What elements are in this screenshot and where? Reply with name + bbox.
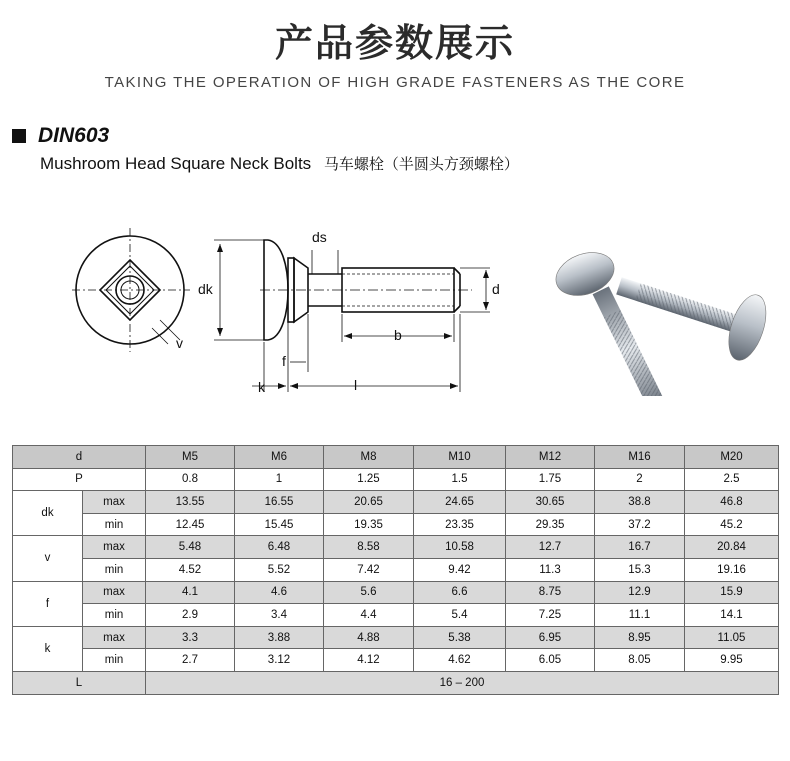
table-row	[13, 558, 779, 581]
table-cell: 2.7	[146, 649, 235, 672]
table-cell: 29.35	[506, 513, 595, 536]
sub-label: min	[83, 649, 146, 672]
header-size: M10	[414, 446, 506, 469]
table-row	[13, 513, 779, 536]
table-cell: 11.1	[595, 604, 685, 627]
spec-table	[12, 445, 779, 695]
table-cell: 6.95	[506, 626, 595, 649]
table-row	[13, 626, 779, 649]
table-cell: 1.75	[506, 468, 595, 491]
table-cell: 2.5	[685, 468, 779, 491]
table-cell: 5.48	[146, 536, 235, 559]
table-cell: 19.16	[685, 558, 779, 581]
table-cell: 5.4	[414, 604, 506, 627]
table-cell: 15.3	[595, 558, 685, 581]
length-range-cell: 16 – 200	[146, 671, 779, 694]
header-size: M8	[324, 446, 414, 469]
table-cell: 4.4	[324, 604, 414, 627]
group-label: dk	[13, 491, 83, 536]
table-cell: 1	[235, 468, 324, 491]
sub-label: min	[83, 558, 146, 581]
sub-label: min	[83, 513, 146, 536]
square-bullet-icon	[12, 129, 26, 143]
table-cell: 11.3	[506, 558, 595, 581]
table-cell: 4.88	[324, 626, 414, 649]
row-label: P	[13, 468, 146, 491]
table-cell: 38.8	[595, 491, 685, 514]
table-cell: 7.25	[506, 604, 595, 627]
table-row	[13, 491, 779, 514]
page-subtitle: TAKING THE OPERATION OF HIGH GRADE FASTENERS AS THE CORE	[104, 74, 686, 91]
sub-label: max	[83, 491, 146, 514]
product-name-cn: 马车螺栓（半圆头方颈螺栓）	[323, 155, 519, 173]
table-cell: 2.9	[146, 604, 235, 627]
table-cell: 6.05	[506, 649, 595, 672]
table-cell: 2	[595, 468, 685, 491]
table-cell: 5.52	[235, 558, 324, 581]
table-cell: 46.8	[685, 491, 779, 514]
table-cell: 8.05	[595, 649, 685, 672]
table-cell: 12.7	[506, 536, 595, 559]
sub-label: max	[83, 626, 146, 649]
header-size: M12	[506, 446, 595, 469]
table-row	[13, 581, 779, 604]
table-cell: 30.65	[506, 491, 595, 514]
table-row	[13, 671, 779, 694]
table-cell: 5.6	[324, 581, 414, 604]
label-d: d	[492, 281, 500, 297]
product-name	[40, 153, 519, 174]
table-cell: 15.9	[685, 581, 779, 604]
header-size: M5	[146, 446, 235, 469]
table-cell: 9.95	[685, 649, 779, 672]
table-cell: 12.45	[146, 513, 235, 536]
table-cell: 1.25	[324, 468, 414, 491]
table-cell: 10.58	[414, 536, 506, 559]
table-cell: 3.3	[146, 626, 235, 649]
label-l: l	[354, 377, 358, 393]
table-cell: 11.05	[685, 626, 779, 649]
table-cell: 0.8	[146, 468, 235, 491]
table-cell: 16.7	[595, 536, 685, 559]
table-cell: 45.2	[685, 513, 779, 536]
sub-label: max	[83, 536, 146, 559]
table-row	[13, 649, 779, 672]
product-photo	[545, 236, 775, 396]
square-neck-inner	[106, 266, 154, 314]
table-row	[13, 604, 779, 627]
row-label: L	[13, 671, 146, 694]
table-cell: 4.1	[146, 581, 235, 604]
table-cell: 4.12	[324, 649, 414, 672]
header-size: M16	[595, 446, 685, 469]
header-label: d	[13, 446, 146, 469]
table-cell: 3.88	[235, 626, 324, 649]
product-name-en: Mushroom Head Square Neck Bolts	[40, 154, 312, 173]
table-cell: 5.38	[414, 626, 506, 649]
header-size: M6	[235, 446, 324, 469]
table-cell: 23.35	[414, 513, 506, 536]
group-label: v	[13, 536, 83, 581]
table-cell: 4.62	[414, 649, 506, 672]
page-title: 产品参数展示	[274, 21, 515, 65]
label-ds: ds	[312, 229, 327, 245]
table-cell: 9.42	[414, 558, 506, 581]
label-k: k	[258, 379, 265, 395]
table-cell: 15.45	[235, 513, 324, 536]
table-cell: 4.52	[146, 558, 235, 581]
table-row	[13, 536, 779, 559]
header-size: M20	[685, 446, 779, 469]
table-cell: 37.2	[595, 513, 685, 536]
table-cell: 8.58	[324, 536, 414, 559]
table-header-row	[13, 446, 779, 469]
table-cell: 20.84	[685, 536, 779, 559]
table-cell: 19.35	[324, 513, 414, 536]
table-cell: 1.5	[414, 468, 506, 491]
standard-code: DIN603	[38, 124, 110, 147]
table-cell: 20.65	[324, 491, 414, 514]
table-cell: 6.6	[414, 581, 506, 604]
label-dk: dk	[198, 281, 213, 297]
table-cell: 24.65	[414, 491, 506, 514]
table-cell: 3.4	[235, 604, 324, 627]
table-cell: 6.48	[235, 536, 324, 559]
table-cell: 14.1	[685, 604, 779, 627]
table-cell: 13.55	[146, 491, 235, 514]
group-label: f	[13, 581, 83, 626]
table-cell: 8.75	[506, 581, 595, 604]
label-f: f	[282, 353, 286, 369]
table-cell: 16.55	[235, 491, 324, 514]
sub-label: max	[83, 581, 146, 604]
table-row	[13, 468, 779, 491]
bolt-technical-drawing	[72, 222, 502, 400]
table-cell: 4.6	[235, 581, 324, 604]
group-label: k	[13, 626, 83, 671]
table-cell: 7.42	[324, 558, 414, 581]
label-b: b	[394, 327, 402, 343]
sub-label: min	[83, 604, 146, 627]
table-cell: 8.95	[595, 626, 685, 649]
table-cell: 12.9	[595, 581, 685, 604]
table-cell: 3.12	[235, 649, 324, 672]
standard-heading	[12, 124, 109, 148]
label-v: v	[176, 335, 183, 351]
